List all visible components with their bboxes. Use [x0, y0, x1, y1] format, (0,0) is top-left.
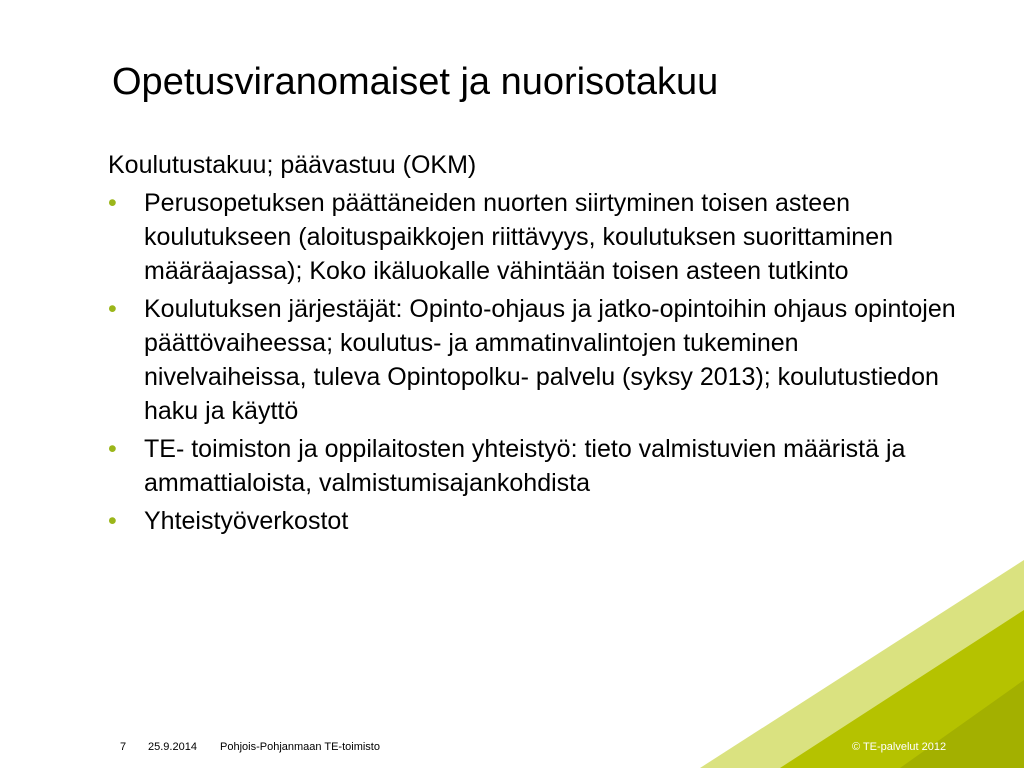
bullet-text: Yhteistyöverkostot	[144, 507, 349, 535]
footer-copyright: © TE-palvelut 2012	[852, 741, 947, 753]
bullet-dot-icon: •	[108, 189, 117, 217]
bullet-text: TE- toimiston ja oppilaitosten yhteistyö: tieto valmistuvien määristä ja ammattialoista, valmistumisajankohdista	[144, 435, 906, 497]
bullet-dot-icon: •	[108, 295, 117, 323]
footer-page-number: 7	[120, 741, 127, 753]
slide-content	[108, 148, 968, 542]
bullet-dot-icon: •	[108, 507, 117, 535]
bullet-item	[108, 292, 968, 428]
bullet-item	[108, 432, 968, 500]
bullet-dot-icon: •	[108, 435, 117, 463]
bullet-item	[108, 504, 968, 538]
footer-organization: Pohjois-Pohjanmaan TE-toimisto	[220, 741, 380, 753]
bullet-text: Koulutuksen järjestäjät: Opinto-ohjaus ja jatko-opintoihin ohjaus opintojen päättövaiheessa; koulutus- ja ammatinvalintojen tukeminen nivelvaiheissa, tuleva Opintopolku- palvelu (syksy 2013); koulutustiedon haku ja käyttö	[144, 295, 956, 425]
slide-title: Opetusviranomaiset ja nuorisotakuu	[112, 61, 719, 103]
bullet-text: Perusopetuksen päättäneiden nuorten siirtyminen toisen asteen koulutukseen (aloituspaikkojen riittävyys, koulutuksen suorittaminen määräajassa); Koko ikäluokalle vähintään toisen asteen tutkinto	[144, 189, 893, 285]
intro-line: Koulutustakuu; päävastuu (OKM)	[108, 151, 477, 179]
bullet-list	[108, 186, 968, 538]
footer-date: 25.9.2014	[148, 741, 197, 753]
bullet-item	[108, 186, 968, 288]
